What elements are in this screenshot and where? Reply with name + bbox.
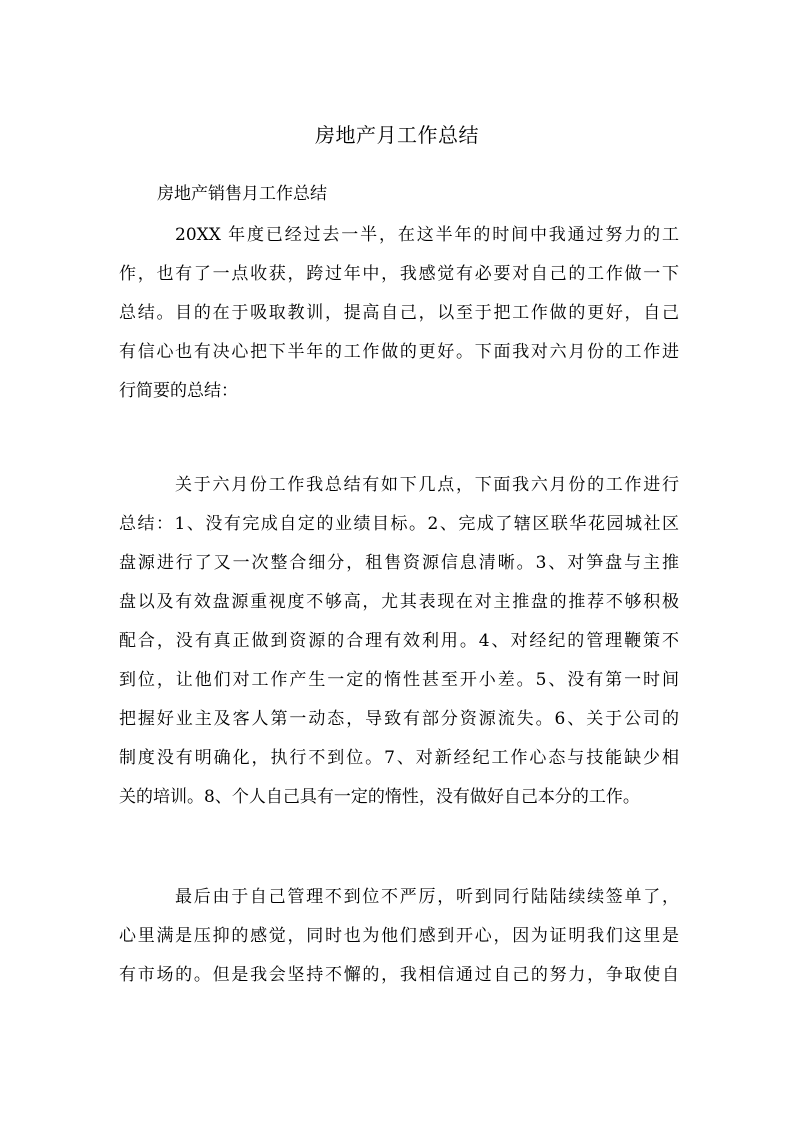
paragraph-line: 最后由于自己管理不到位不严厉，听到同行陆陆续续签单了， xyxy=(175,887,679,907)
paragraph-line: 到位，让他们对工作产生一定的惰性甚至开小差。5、没有第一时间 xyxy=(119,670,679,690)
paragraph-line: 行简要的总结： xyxy=(119,381,238,401)
paragraph-line: 关的培训。8、个人自己具有一定的惰性，没有做好自己本分的工作。 xyxy=(119,787,640,807)
paragraph-intro xyxy=(119,216,679,411)
document-title: 房地产月工作总结 xyxy=(315,123,479,147)
paragraph-line: 盘以及有效盘源重视度不够高，尤其表现在对主推盘的推荐不够积极 xyxy=(119,592,679,612)
paragraph-line: 把握好业主及客人第一动态，导致有部分资源流失。6、关于公司的 xyxy=(119,709,679,729)
paragraph-line: 盘源进行了又一次整合细分，租售资源信息清晰。3、对笋盘与主推 xyxy=(119,553,679,573)
paragraph-closing xyxy=(119,878,679,995)
paragraph-line: 有信心也有决心把下半年的工作做的更好。下面我对六月份的工作进 xyxy=(119,342,679,362)
paragraph-line: 20XX 年度已经过去一半，在这半年的时间中我通过努力的工 xyxy=(175,225,679,245)
paragraph-line: 心里满是压抑的感觉，同时也为他们感到开心，因为证明我们这里是 xyxy=(119,926,679,946)
paragraph-summary-points xyxy=(119,466,679,817)
paragraph-line: 配合，没有真正做到资源的合理有效利用。4、对经纪的管理鞭策不 xyxy=(119,631,679,651)
paragraph-line: 关于六月份工作我总结有如下几点，下面我六月份的工作进行 xyxy=(175,475,679,495)
paragraph-line: 作，也有了一点收获，跨过年中，我感觉有必要对自己的工作做一下 xyxy=(119,264,679,284)
paragraph-line: 制度没有明确化，执行不到位。7、对新经纪工作心态与技能缺少相 xyxy=(119,748,679,768)
document-subtitle: 房地产销售月工作总结 xyxy=(157,184,327,204)
paragraph-line: 有市场的。但是我会坚持不懈的，我相信通过自己的努力，争取使自 xyxy=(119,965,679,985)
paragraph-line: 总结：1、没有完成自定的业绩目标。2、完成了辖区联华花园城社区 xyxy=(119,514,679,534)
paragraph-line: 总结。目的在于吸取教训，提高自己，以至于把工作做的更好，自己 xyxy=(119,303,679,323)
